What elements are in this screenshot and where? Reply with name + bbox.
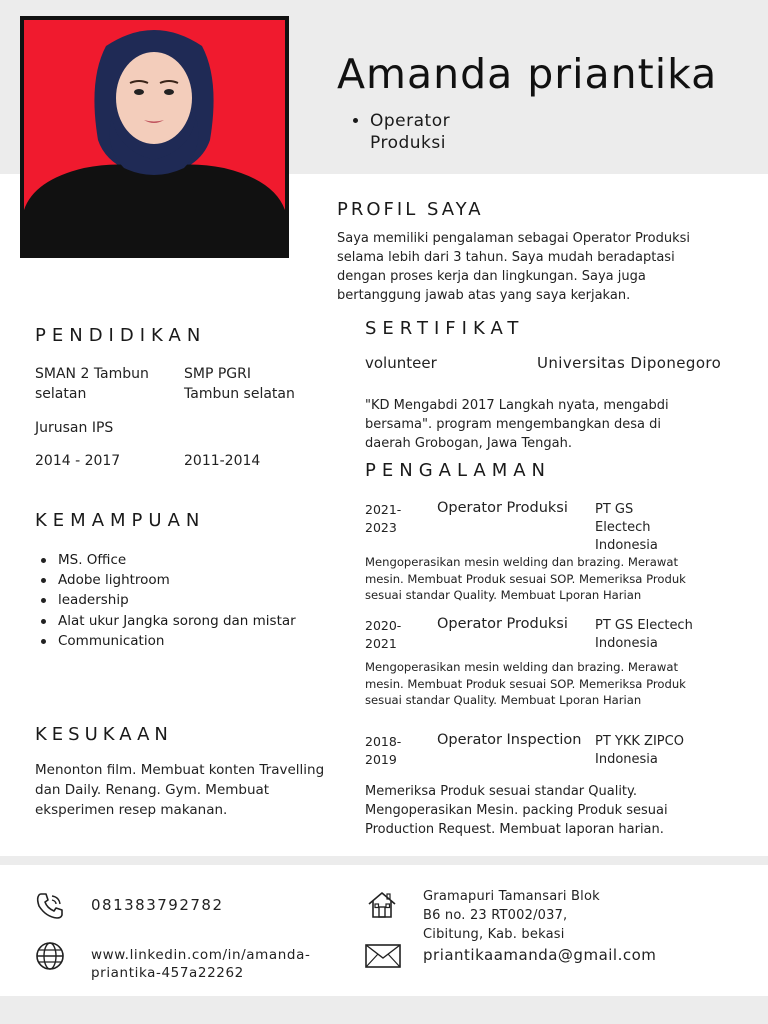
job-3-desc-line-1: Memeriksa Produk sesuai standar Quality. [365,784,638,799]
job-1-desc-line-1: Mengoperasikan mesin welding dan brazing. Merawat [365,555,678,569]
footer-divider [0,856,768,865]
school-2-line-2: Tambun selatan [184,386,295,402]
certificate-description [365,396,669,453]
job-1-company-line-3: Indonesia [595,538,658,553]
address-line-2: B6 no. 23 RT002/037, [423,908,568,923]
certificate-issuer: Universitas Diponegoro [537,354,722,372]
profile-line-2: selama lebih dari 3 tahun. Saya mudah beradaptasi [337,250,675,265]
job-3-desc-line-2: Mengoperasikan Mesin. packing Produk sesuai [365,803,668,818]
address-line-1: Gramapuri Tamansari Blok [423,889,600,904]
role-line-2: Produksi [370,133,446,153]
skills-heading: KEMAMPUAN [35,510,206,531]
job-3-company-line-1: PT YKK ZIPCO [595,734,684,749]
job-2-desc-line-1: Mengoperasikan mesin welding dan brazing. Merawat [365,660,678,674]
email-address[interactable]: priantikaamanda@gmail.com [423,946,657,964]
job-3-desc-line-3: Production Request. Membuat laporan harian. [365,822,664,837]
envelope-icon [365,944,401,968]
job-1-year-end: 2023 [365,520,397,535]
job-3-year-start: 2018- [365,734,402,749]
role-list [348,110,450,154]
job-3-position: Operator Inspection [437,732,582,748]
skill-item: leadership [36,590,296,610]
certificate-line-1: "KD Mengabdi 2017 Langkah nyata, mengabdi [365,398,669,413]
profile-heading: PROFIL SAYA [337,199,484,220]
experience-heading: PENGALAMAN [365,460,552,481]
job-1-desc-line-2: mesin. Membuat Produk sesuai SOP. Memeriksa Produk [365,571,686,586]
school-2-name [184,364,295,404]
job-3-description [365,782,668,839]
hobbies-text [35,760,324,820]
job-1-years [365,501,401,537]
hobbies-line-2: dan Daily. Renang. Gym. Membuat [35,782,270,798]
address [423,887,600,944]
hobbies-line-1: Menonton film. Membuat konten Travelling [35,762,325,778]
job-1-description [365,554,686,604]
school-2-years: 2011-2014 [184,453,261,469]
skill-item: MS. Office [36,550,296,570]
profile-line-3: dengan proses kerja dan lingkungan. Saya juga [337,269,646,284]
job-1-company [595,501,658,555]
linkedin-line-1: www.linkedin.com/in/amanda- [91,947,311,963]
bottom-band [0,996,768,1024]
job-1-year-start: 2021- [365,502,402,517]
skill-item: Adobe lightroom [36,570,296,590]
linkedin-link[interactable] [91,946,310,982]
certificate-line-2: bersama". program mengembangkan desa di [365,417,661,432]
job-3-years [365,733,401,769]
job-2-years [365,617,401,653]
job-3-company [595,733,684,769]
job-1-desc-line-3: sesuai standar Quality. Membuat Lporan Harian [365,588,642,602]
phone-icon [34,890,66,922]
hobbies-heading: KESUKAAN [35,724,173,745]
globe-icon [34,940,66,972]
job-2-position: Operator Produksi [437,616,568,632]
job-2-company-line-2: Indonesia [595,636,658,651]
profile-line-1: Saya memiliki pengalaman sebagai Operator Produksi [337,231,691,246]
profile-photo [24,20,285,254]
certificate-line-3: daerah Grobogan, Jawa Tengah. [365,436,573,451]
school-1-name [35,364,149,404]
address-line-3: Cibitung, Kab. bekasi [423,927,565,942]
job-2-year-end: 2021 [365,636,397,651]
job-3-year-end: 2019 [365,752,397,767]
job-2-company-line-1: PT GS Electech [595,618,693,633]
phone-number[interactable]: 081383792782 [91,896,224,914]
profile-text [337,229,690,305]
job-2-description [365,659,686,709]
job-1-position: Operator Produksi [437,500,568,516]
school-1-years: 2014 - 2017 [35,453,121,469]
school-1-major: Jurusan IPS [35,420,114,436]
job-2-company [595,617,693,653]
job-1-company-line-2: Electech [595,520,651,535]
job-2-year-start: 2020- [365,618,402,633]
house-icon [366,889,398,921]
job-3-company-line-2: Indonesia [595,752,658,767]
role-line-1: Operator [370,111,451,131]
role-item [370,110,450,154]
job-2-desc-line-2: mesin. Membuat Produk sesuai SOP. Memeriksa Produk [365,676,686,691]
job-1-company-line-1: PT GS [595,502,634,517]
profile-photo-frame [20,16,289,258]
hobbies-line-3: eksperimen resep makanan. [35,802,228,818]
profile-line-4: bertanggung jawab atas yang saya kerjakan. [337,288,631,303]
candidate-name: Amanda priantika [337,50,718,98]
linkedin-line-2: priantika-457a22262 [91,965,244,981]
skills-list [36,550,296,651]
certificate-heading: SERTIFIKAT [365,318,525,339]
profile-photo-illustration [24,20,285,254]
school-2-line-1: SMP PGRI [184,366,252,382]
education-heading: PENDIDIKAN [35,325,207,346]
skill-item: Communication [36,631,296,651]
certificate-title: volunteer [365,354,437,372]
school-1-line-2: selatan [35,386,87,402]
school-1-line-1: SMAN 2 Tambun [35,366,149,382]
job-2-desc-line-3: sesuai standar Quality. Membuat Lporan Harian [365,693,642,707]
skill-item: Alat ukur Jangka sorong dan mistar [36,611,296,631]
